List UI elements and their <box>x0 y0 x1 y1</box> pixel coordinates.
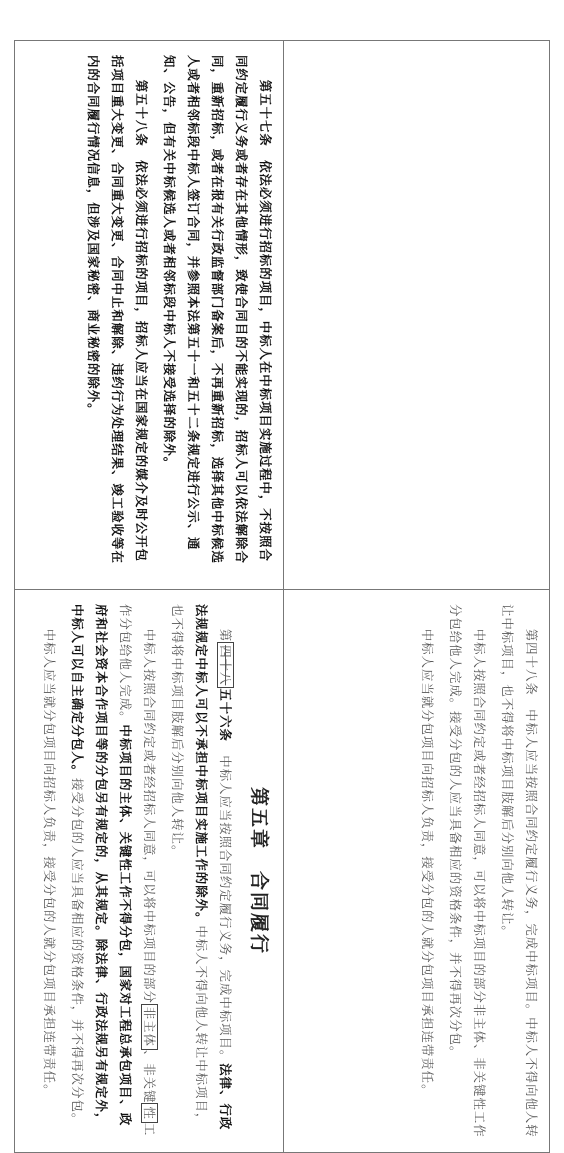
gray-tail-text: 接受分包的人应当具备相应的资格条件，并不得再次分包。 <box>70 778 86 1127</box>
revised-articles-cell-b <box>15 41 284 590</box>
article-prefix: 第 <box>218 628 234 643</box>
article-57: 第五十七条 依法必须进行招标的项目，中标人在中标项目实施过程中，不按照合同约定履行义务或者存在其他情形，致使合同目的不能实现的，招标人可以依法解除合同，重新招标，或者在报有关行政监督部门备案后，不再重新招标，选择其他中标候选人或者相邻标段中标人签订合同，并参照本法第五十一和五十二条规定进行公示、通知、公告，但有关中标候选人或者相邻标段中标人不接受选择的除外。 <box>162 55 274 564</box>
struck-text-b: 工作分包给他人完成。 <box>118 604 158 1137</box>
struck-text-1: 中标人应当按照合同约定履行义务，完成中标项目。 <box>218 741 234 1064</box>
article-58: 第五十八条 依法必须进行招标的项目，招标人应当在国家规定的媒介及时公开包括项目重大变更、合同重大变更、合同中止和解除、违约行为处理结果、竣工验收等在内的合同履行情况信息，但涉及国家秘密、商业秘密的除外。 <box>86 55 150 564</box>
struck-article-number: 四十八 <box>217 642 234 688</box>
boxed-text-1: 非主体 <box>141 1004 158 1050</box>
boxed-text-2: 性 <box>141 1103 158 1122</box>
original-article-48-para-1: 第四十八条 中标人应当按照合同约定履行义务，完成中标项目。中标人不得向他人转让中标项目，也不得将中标项目肢解后分别向他人转让。 <box>500 604 539 1138</box>
comparison-table <box>14 40 550 1153</box>
article-56-para-1 <box>165 604 237 1138</box>
revised-text-row <box>15 41 284 1153</box>
struck-text-2: 中标人不得向他人转让中标项目，也不得将中标项目肢解后分别向他人转让。 <box>170 604 210 1127</box>
original-article-48-para-2: 中标人按照合同约定或者经招标人同意，可以将中标项目的部分非主体、非关键性工作分包给他人完成。接受分包的人应当具备相应的资格条件，并不得再次分包。 <box>448 604 487 1138</box>
original-text-cell <box>284 41 550 590</box>
article-56-para-3: 中标人应当就分包项目向招标人负责，接受分包的人就分包项目承担连带责任。 <box>42 628 58 1098</box>
original-article-48-para-3: 中标人应当就分包项目向招标人负责，接受分包的人就分包项目承担连带责任。 <box>420 628 435 1098</box>
article-56-para-2 <box>65 604 161 1138</box>
original-article-cell <box>284 590 550 1153</box>
original-text-row <box>284 41 550 1153</box>
struck-text-a: 中标人按照合同约定或者经招标人同意，可以将中标项目的部分 <box>142 628 158 1004</box>
article-suffix: 条 <box>218 728 234 742</box>
chapter-title: 第五章 合同履行 <box>248 786 271 955</box>
middle-text: 、非关键 <box>142 1049 158 1104</box>
inserted-text: 法律、行政法规规定中标人可以不承担中标项目实施工作的除外。 <box>194 604 234 1131</box>
new-bold-text: 中标项目的主体、关键性工作不得分包，国家对工程总承包项目、政府和社会资本合作项目等的分包另有规定的，从其规定。除法律、行政法规另有规定外，中标人可以自主确定分包人。 <box>70 604 134 1127</box>
revised-articles-cell-a <box>15 590 284 1153</box>
new-article-number: 五十六 <box>218 688 234 729</box>
